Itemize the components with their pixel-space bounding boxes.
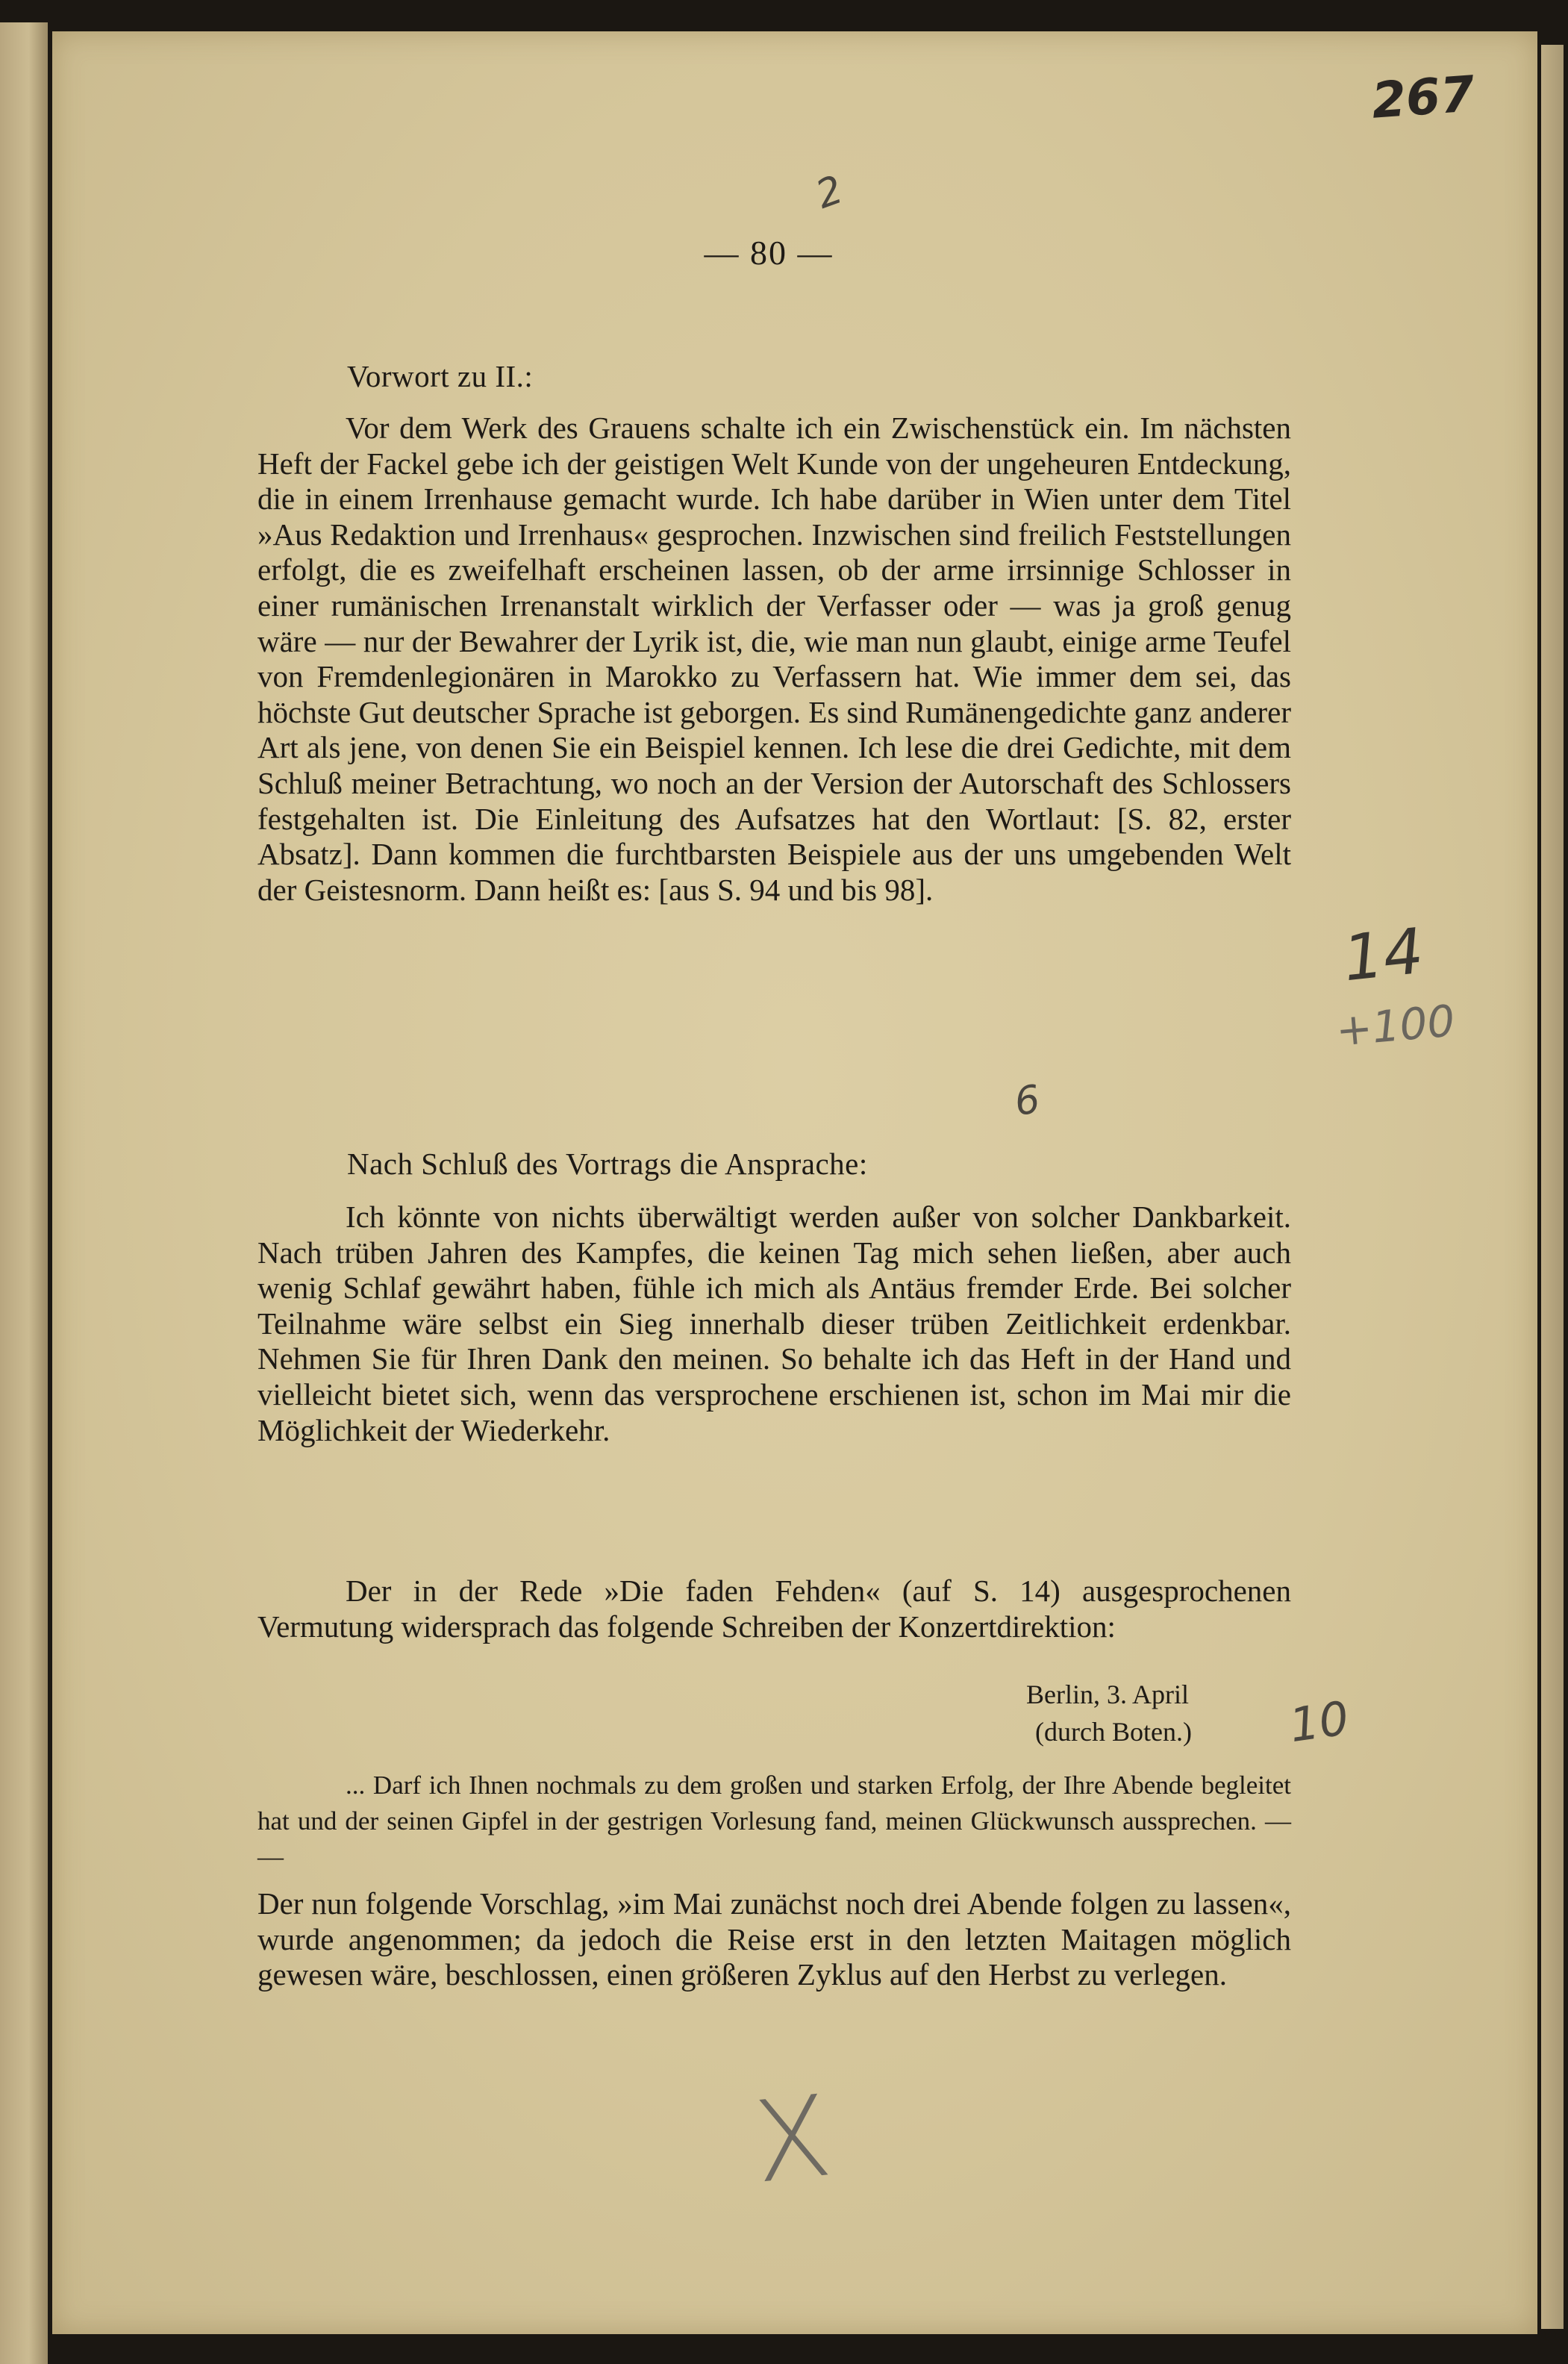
- section-heading-ansprache: Nach Schluß des Vortrags die Ansprache:: [347, 1147, 868, 1181]
- paragraph-vorwort: Vor dem Werk des Grauens schalte ich ein Zwischenstück ein. Im nächsten Heft der Fackel gebe ich der geistigen Welt Kunde von der ungeheuren Entdeckung, die in einem Irrenhause gemacht wurde. Ich habe darüber in Wien unter dem Titel »Aus Redaktion und Irrenhaus« gesprochen. Inzwischen sind freilich Feststellungen erfolgt, die es zweifelhaft erscheinen lassen, ob der arme irrsinnige Schlosser in einer rumänischen Irrenanstalt wirklich der Verfasser oder — was ja groß genug wäre — nur der Bewahrer der Lyrik ist, die, wie man nun glaubt, einige arme Teufel von Fremdenlegionären in Marokko zu Verfassern hat. Wie immer dem sei, das höchste Gut deutscher Sprache ist geborgen. Es sind Rumänengedichte ganz anderer Art als jene, von denen Sie ein Beispiel kennen. Ich lese die drei Gedichte, mit dem Schluß meiner Betrachtung, wo noch an der Version der Autorschaft des Schlossers festgehalten ist. Die Einleitung des Aufsatzes hat den Wortlaut: [S. 82, erster Absatz]. Dann kommen die furchtbarsten Beispiele aus der uns umgebenden Welt der Geistesnorm. Dann heißt es: [aus S. 94 und bis 98].: [257, 411, 1291, 907]
- archive-folio-number: 267: [1369, 65, 1477, 130]
- pencil-mark-plus100: +100: [1334, 995, 1457, 1056]
- right-page-edge: [1541, 45, 1564, 2329]
- section-heading-vorwort: Vorwort zu II.:: [347, 359, 534, 393]
- pencil-mark-x: X: [747, 2071, 837, 2209]
- pencil-mark-2: 2: [810, 167, 849, 218]
- paragraph-ansprache: Ich könnte von nichts überwältigt werden außer von solcher Dankbarkeit. Nach trüben Jahren des Kampfes, die keinen Tag mich sehen ließen, aber auch wenig Schlaf gewährt haben, fühle ich mich als Antäus fremder Erde. Bei solcher Teilnahme wäre selbst ein Sieg innerhalb dieser trüben Zeitlichkeit erdenkbar. Nehmen Sie für Ihren Dank den meinen. So behalte ich das Heft in der Hand und vielleicht bietet sich, wenn das versprochene erschienen ist, schon im Mai mir die Möglichkeit der Wiederkehr.: [257, 1200, 1291, 1447]
- pencil-mark-6: 6: [1011, 1076, 1043, 1126]
- paragraph-konzertdirektion-intro: Der in der Rede »Die faden Fehden« (auf S. 14) ausgesprochenen Vermutung widersprach das folgende Schreiben der Konzertdirektion:: [257, 1574, 1291, 1644]
- page-number: — 80 —: [704, 234, 834, 272]
- paragraph-closing: Der nun folgende Vorschlag, »im Mai zunächst noch drei Abende folgen zu lassen«, wurde angenommen; da jedoch die Reise erst in den letzten Maitagen möglich gewesen wäre, beschlossen, einen größeren Zyklus auf den Herbst zu verlegen.: [257, 1886, 1291, 1992]
- letter-dateline: [1026, 1676, 1192, 1750]
- letter-delivery-note: (durch Boten.): [1035, 1717, 1192, 1747]
- pencil-mark-14: 14: [1340, 914, 1427, 996]
- left-page-edge: [0, 22, 48, 2364]
- letter-date-place: Berlin, 3. April: [1026, 1680, 1189, 1709]
- pencil-mark-10: 10: [1286, 1690, 1352, 1753]
- quoted-letter: ... Darf ich Ihnen nochmals zu dem großen und starken Erfolg, der Ihre Abende begleitet hat und der seinen Gipfel in der gestrigen Vorlesung fand, meinen Glückwunsch aussprechen. — —: [257, 1771, 1291, 1871]
